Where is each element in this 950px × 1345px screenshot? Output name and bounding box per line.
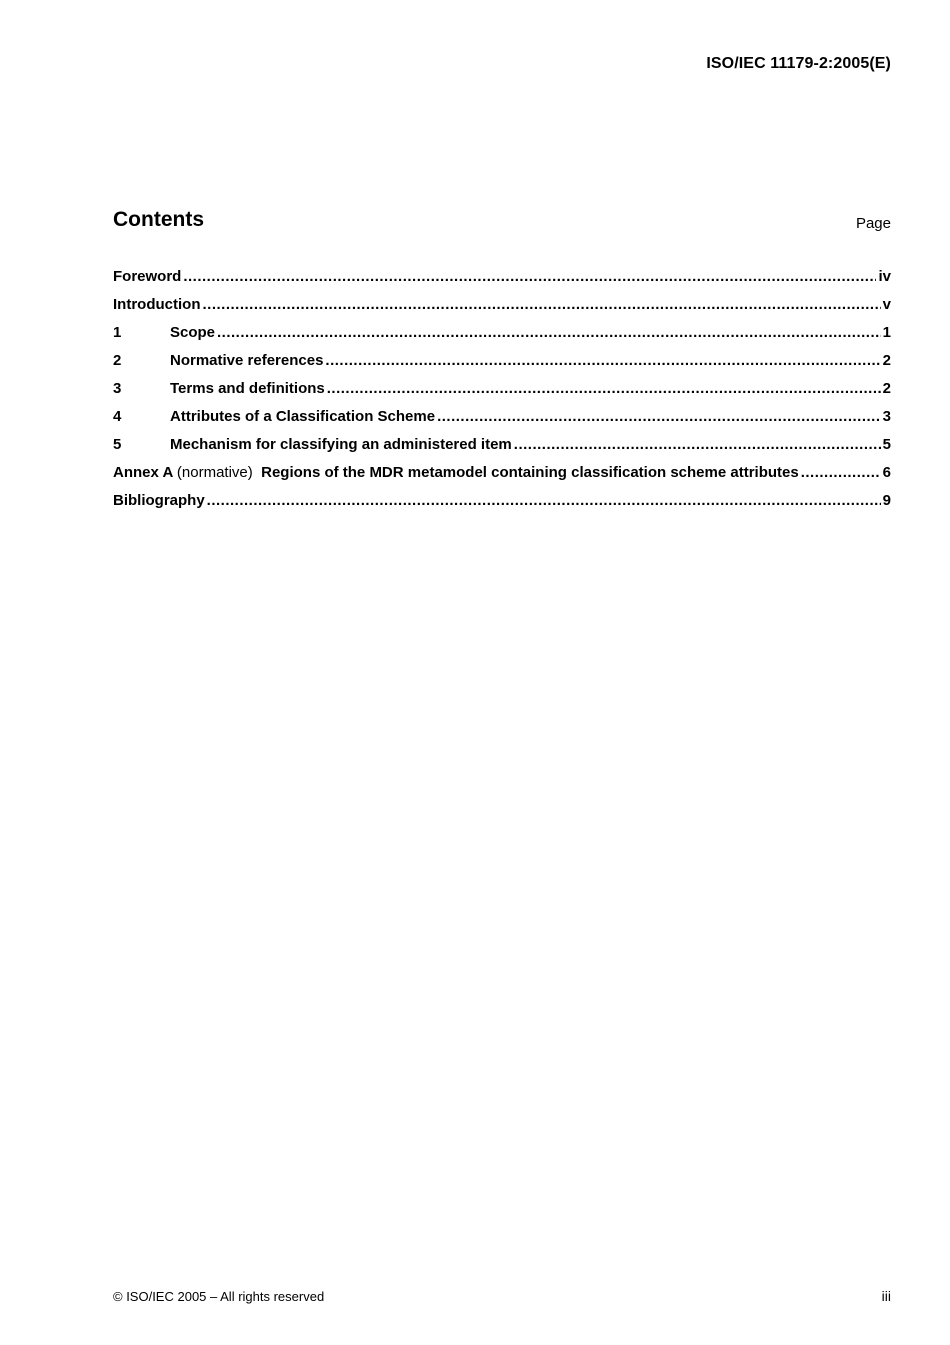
toc-annex-prefix <box>113 464 261 481</box>
toc-entry-page: 6 <box>882 464 891 481</box>
toc-entry-title: Attributes of a Classification Scheme <box>170 408 436 425</box>
toc-entry-title: Normative references <box>170 352 324 369</box>
toc-entry-foreword[interactable] <box>113 268 891 296</box>
toc-leader-dots <box>437 408 881 425</box>
toc-entry-number: 3 <box>113 380 122 397</box>
toc-entry-title: Introduction <box>113 296 201 313</box>
toc-entry-annex-a[interactable] <box>113 464 891 492</box>
toc-leader-dots <box>325 352 880 369</box>
toc-entry-page: 3 <box>882 408 891 425</box>
toc-leader-dots <box>202 296 880 313</box>
toc-entry-page: v <box>882 296 891 313</box>
toc-leader-dots <box>801 464 881 481</box>
toc-entry-title: Regions of the MDR metamodel containing classification scheme attributes <box>261 464 799 481</box>
toc-entry-normative-references[interactable] <box>113 352 891 380</box>
toc-entry-title: Bibliography <box>113 492 205 509</box>
toc-entry-title: Terms and definitions <box>170 380 325 397</box>
toc-annex-qualifier: (normative) <box>176 464 253 481</box>
toc-entry-scope[interactable] <box>113 324 891 352</box>
toc-entry-page: 2 <box>882 352 891 369</box>
toc-entry-page: 9 <box>882 492 891 509</box>
page-title: Contents <box>113 208 204 231</box>
toc-entry-title: Mechanism for classifying an administered item <box>170 436 512 453</box>
toc-entry-number: 2 <box>113 352 122 369</box>
footer-page-number: iii <box>881 1288 891 1304</box>
toc-entry-number: 5 <box>113 436 122 453</box>
footer-copyright: © ISO/IEC 2005 – All rights reserved <box>113 1289 325 1304</box>
toc-leader-dots <box>207 492 881 509</box>
toc-entry-page: 1 <box>882 324 891 341</box>
toc-leader-dots <box>514 436 881 453</box>
toc-entry-page: iv <box>878 268 891 285</box>
document-code-header: ISO/IEC 11179-2:2005(E) <box>706 55 891 72</box>
toc-leader-dots <box>183 268 876 285</box>
toc-leader-dots <box>217 324 881 341</box>
table-of-contents <box>113 268 891 520</box>
toc-entry-title: Scope <box>170 324 216 341</box>
toc-entry-number: 1 <box>113 324 122 341</box>
toc-entry-mechanism[interactable] <box>113 436 891 464</box>
toc-entry-introduction[interactable] <box>113 296 891 324</box>
toc-entry-bibliography[interactable] <box>113 492 891 520</box>
toc-entry-title: Foreword <box>113 268 182 285</box>
toc-entry-page: 5 <box>882 436 891 453</box>
toc-annex-label: Annex A <box>113 464 173 481</box>
toc-entry-number: 4 <box>113 408 122 425</box>
toc-leader-dots <box>327 380 881 397</box>
page-column-label: Page <box>855 215 891 232</box>
toc-entry-terms-and-definitions[interactable] <box>113 380 891 408</box>
toc-entry-attributes[interactable] <box>113 408 891 436</box>
toc-entry-page: 2 <box>882 380 891 397</box>
